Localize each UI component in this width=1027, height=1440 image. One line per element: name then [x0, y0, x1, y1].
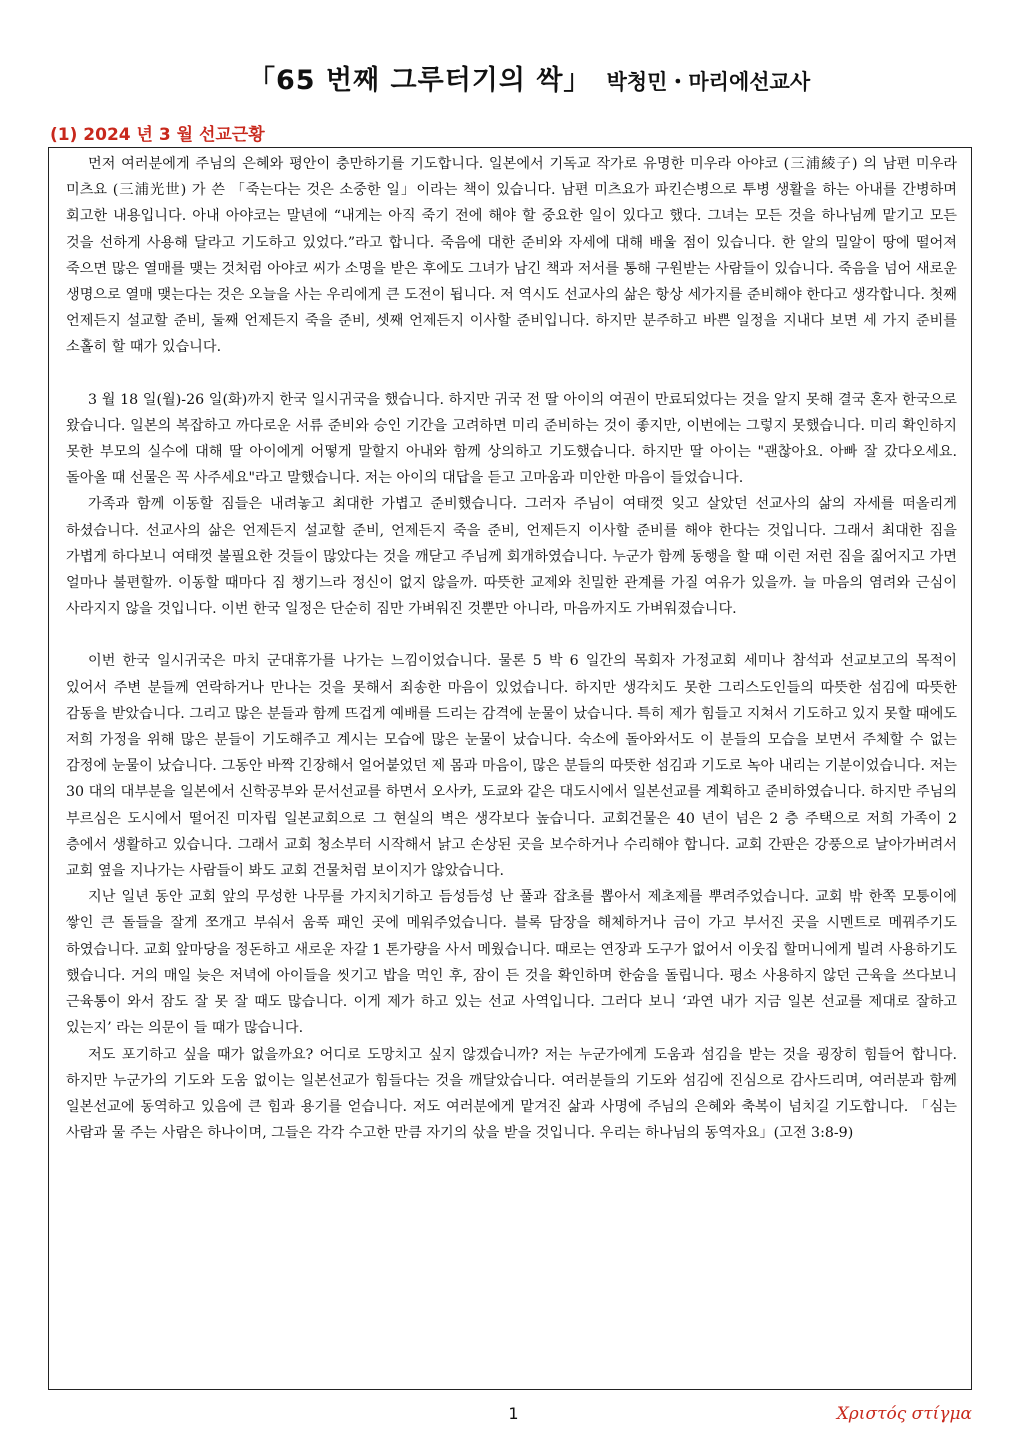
paragraph: 먼저 여러분에게 주님의 은혜와 평안이 충만하기를 기도합니다. 일본에서 기독교 작가로 유명한 미우라 아야코 (三浦綾子) 의 남편 미우라 미츠요 (三浦光世) 가 쓴 「죽는다는 것은 소중한 일」이라는 책이 있습니다. 남편 미츠요가 파킨슨병으로 투병 생활을 하는 아내를 간병하며 회고한 내용입니다. 아내 아야코는 말년에 “내게는 아직 죽기 전에 해야 할 중요한 일이 있다고 했다. 그녀는 모든 것을 하나님께 맡기고 모든 것을 선하게 사용해 달라고 기도하고 있었다.”라고 합니다. 죽음에 대한 준비와 자세에 대해 배울 점이 있습니다. 한 알의 밀알이 땅에 떨어져 죽으면 많은 열매를 맺는 것처럼 아야코 씨가 소명을 받은 후에도 그녀가 남긴 책과 저서를 통해 구원받는 사람들이 있습니다. 죽음을 넘어 새로운 생명으로 열매 맺는다는 것은 오늘을 사는 우리에게 큰 도전이 됩니다. 저 역시도 선교사의 삶은 항상 세가지를 준비해야 한다고 생각합니다. 첫째 언제든지 설교할 준비, 둘째 언제든지 죽을 준비, 셋째 언제든지 이사할 준비입니다. 하지만 분주하고 바쁜 일정을 지내다 보면 세 가지 준비를 소홀히 할 때가 있습니다. — [66, 156, 957, 356]
page-number: 1 — [508, 1404, 519, 1423]
footer-mark: Χριστός στίγμα — [836, 1404, 972, 1424]
section-heading: (1) 2024 년 3 월 선교근황 — [50, 125, 265, 145]
page-title: 「65 번째 그루터기의 싹」 — [248, 65, 592, 96]
paragraph: 가족과 함께 이동할 짐들은 내려놓고 최대한 가볍고 준비했습니다. 그러자 주님이 여태껏 잊고 살았던 선교사의 삶의 자세를 떠올리게 하셨습니다. 선교사의 삶은 언제든지 설교할 준비, 언제든지 죽을 준비, 언제든지 이사할 준비를 해야 한다는 것입니다. 그래서 최대한 짐을 가볍게 하다보니 여태껏 불필요한 것들이 많았다는 것을 깨닫고 주님께 회개하였습니다. 누군가 함께 동행을 할 때 이런 저런 짐을 짊어지고 가면 얼마나 불편할까. 이동할 때마다 짐 챙기느라 정신이 없지 않을까. 따뜻한 교제와 친밀한 관계를 가질 여유가 있을까. 늘 마음의 염려와 근심이 사라지지 않을 것입니다. 이번 한국 일정은 단순히 짐만 가벼워진 것뿐만 아니라, 마음까지도 가벼워졌습니다. — [66, 496, 957, 618]
paragraph: 저도 포기하고 싶을 때가 없을까요? 어디로 도망치고 싶지 않겠습니까? 저는 누군가에게 도움과 섬김을 받는 것을 굉장히 힘들어 합니다. 하지만 누군가의 기도와 도움 없이는 일본선교가 힘들다는 것을 깨달았습니다. 여러분들의 기도와 섬김에 진심으로 감사드리며, 여러분과 함께 일본선교에 동역하고 있음에 큰 힘과 용기를 얻습니다. 저도 여러분에게 맡겨진 삶과 사명에 주님의 은혜와 축복이 넘치길 기도합니다. 「심는 사람과 물 주는 사람은 하나이며, 그들은 각각 수고한 만큼 자기의 삯을 받을 것입니다. 우리는 하나님의 동역자요」(고전 3:8-9) — [66, 1046, 957, 1142]
title-row — [248, 58, 1008, 97]
content-box — [48, 147, 972, 1390]
paragraph: 지난 일년 동안 교회 앞의 무성한 나무를 가지치기하고 듬성듬성 난 풀과 잡초를 뽑아서 제초제를 뿌려주었습니다. 교회 밖 한쪽 모퉁이에 쌓인 큰 돌들을 잘게 쪼개고 부숴서 움푹 패인 곳에 메워주었습니다. 블록 담장을 해체하거나 금이 가고 부서진 곳을 시멘트로 메꿔주기도 하였습니다. 교회 앞마당을 정돈하고 새로운 자갈 1 톤가량을 사서 메웠습니다. 때로는 연장과 도구가 없어서 이웃집 할머니에게 빌려 사용하기도 했습니다. 거의 매일 늦은 저녁에 아이들을 씻기고 밥을 먹인 후, 잠이 든 것을 확인하며 한숨을 돌립니다. 평소 사용하지 않던 근육을 쓰다보니 근육통이 와서 잠도 잘 못 잘 때도 많습니다. 이게 제가 하고 있는 선교 사역입니다. 그러다 보니 ‘과연 내가 지금 일본 선교를 제대로 잘하고 있는지’ 라는 의문이 들 때가 많습니다. — [66, 889, 957, 1037]
paragraph: 3 월 18 일(월)-26 일(화)까지 한국 일시귀국을 했습니다. 하지만 귀국 전 딸 아이의 여권이 만료되었다는 것을 알지 못해 결국 혼자 한국으로 왔습니다. 일본의 복잡하고 까다로운 서류 준비와 승인 기간을 고려하면 미리 준비하는 것이 좋지만, 이번에는 그렇지 못했습니다. 미리 확인하지 못한 부모의 실수에 대해 딸 아이에게 어떻게 말할지 아내와 함께 상의하고 기도했습니다. 하지만 딸 아이는 "괜찮아요. 아빠 잘 갔다오세요. 돌아올 때 선물은 꼭 사주세요"라고 말했습니다. 저는 아이의 대답을 듣고 고마움과 미안한 마음이 들었습니다. — [66, 391, 957, 487]
paragraph: 이번 한국 일시귀국은 마치 군대휴가를 나가는 느낌이었습니다. 물론 5 박 6 일간의 목회자 가정교회 세미나 참석과 선교보고의 목적이 있어서 주변 분들께 연락하거나 만나는 것을 못해서 죄송한 마음이 있었습니다. 하지만 생각치도 못한 그리스도인들의 따뜻한 섬김에 따뜻한 감동을 받았습니다. 그리고 많은 분들과 함께 뜨겁게 예배를 드리는 감격에 눈물이 났습니다. 특히 제가 힘들고 지쳐서 기도하고 있지 못할 때에도 저희 가정을 위해 많은 분들이 기도해주고 계시는 모습에 많은 눈물이 났습니다. 숙소에 돌아와서도 이 분들의 모습을 보면서 주체할 수 없는 감정에 눈물이 났습니다. 그동안 바짝 긴장해서 얼어붙었던 제 몸과 마음이, 많은 분들의 따뜻한 섬김과 기도로 녹아 내리는 기분이었습니다. 저는 30 대의 대부분을 일본에서 신학공부와 문서선교를 하면서 오사카, 도쿄와 같은 대도시에서 일본선교를 계획하고 준비하였습니다. 하지만 주님의 부르심은 도시에서 떨어진 미자립 일본교회으로 그 현실의 벽은 생각보다 높습니다. 교회건물은 40 년이 넘은 2 층 주택으로 저희 가족이 2 층에서 생활하고 있습니다. 그래서 교회 청소부터 시작해서 낡고 손상된 곳을 보수하거나 수리해야 합니다. 교회 간판은 강풍으로 날아가버려서 교회 옆을 지나가는 사람들이 봐도 교회 건물처럼 보이지가 않았습니다. — [66, 653, 957, 880]
author-name: 박청민・마리에선교사 — [606, 70, 811, 94]
